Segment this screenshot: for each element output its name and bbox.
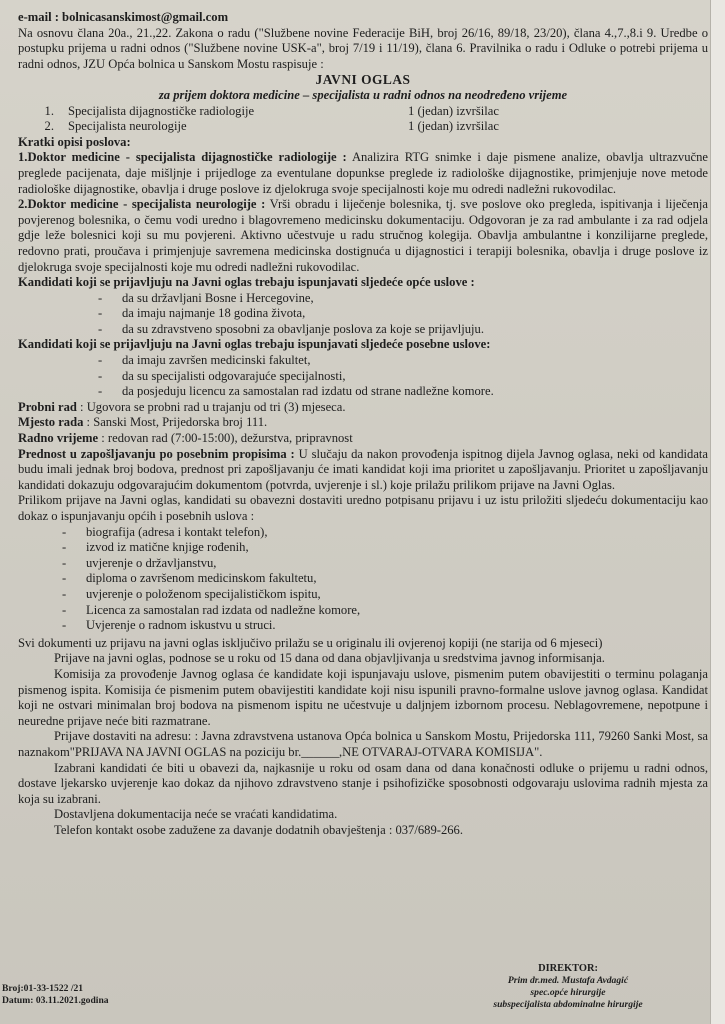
contact-phone-line: Telefon kontakt osobe zadužene za davanje dodatnih obavještenja : 037/689-266. — [54, 822, 463, 837]
documents-intro: Prilikom prijave na Javni oglas, kandidati su obavezni dostaviti uredno potpisanu prijavu i uz istu priložiti sljedeću dokumentaciju kao dokaz o ispunjavanju općih i posebnih uslova : — [18, 493, 708, 523]
list-item: - uvjerenje o položenom specijalističkom ispitu, — [18, 587, 708, 603]
probation-line — [18, 400, 708, 416]
selected-candidates-paragraph: Izabrani kandidati će biti u obavezi da, najkasnije u roku od osam dana od dana konačnosti odluke o prijemu u radni odnos, dostave ljekarsko uvjerenje kao dokaz da njihovo zdravstveno stanje i psihofizičke sposobnosti odgovaraju uslovima radnih mjesta za koja su izabrani. — [18, 760, 708, 806]
list-item: - Licenca za samostalan rad izdata od nadležne komore, — [18, 603, 708, 619]
probation-label: Probni rad — [18, 399, 77, 414]
workplace-line — [18, 415, 708, 431]
position-count: 1 (jedan) izvršilac — [408, 103, 499, 118]
document-reference — [2, 983, 109, 1007]
adjacent-page-edge — [710, 0, 725, 1024]
director-signature-block — [468, 963, 668, 1011]
radiology-description-heading: 1.Doktor medicine - specijalista dijagnostičke radiologije : — [18, 150, 347, 165]
job-announcement — [18, 10, 708, 838]
position-item — [18, 104, 708, 120]
list-item: - da imaju najmanje 18 godina života, — [18, 306, 708, 322]
reference-date: Datum: 03.11.2021.godina — [2, 995, 109, 1006]
position-number: 2. — [44, 119, 54, 134]
working-hours-label: Radno vrijeme — [18, 431, 99, 446]
job-descriptions-heading: Kratki opisi poslova: — [18, 134, 131, 149]
list-item: - da su državljani Bosne i Hercegovine, — [18, 291, 708, 307]
list-item: - uvjerenje o državljanstvu, — [18, 556, 708, 572]
position-name: Specijalista dijagnostičke radiologije — [68, 103, 255, 118]
priority-label: Prednost u zapošljavanju po posebnim propisima : — [18, 446, 295, 461]
deadline-paragraph: Prijave na javni oglas, podnose se u roku od 15 dana od dana objavljivanja u sredstvima javnog informisanja. — [54, 651, 605, 666]
working-hours-text: : redovan rad (7:00-15:00), dežurstva, pripravnost — [98, 431, 353, 446]
general-conditions-list — [18, 291, 708, 338]
workplace-text: : Sanski Most, Prijedorska broj 111. — [83, 415, 268, 430]
neurology-description — [18, 197, 708, 275]
director-subtitle: subspecijalista abdominalne hirurgije — [493, 999, 643, 1010]
reference-number: Broj:01-33-1522 /21 — [2, 983, 84, 994]
priority-text: U slučaju da nakon provođenja ispitnog dijela Javnog oglasa, neki od kandidata budu imali jednak broj bodova, prednost pri zapošljavanju će imati kandidat koji ima prioritet u zapošljavanju. Prioritet u zapošljavanju kandidati dokazuju odgovarajućim dokumentom (potvrda, uvjerenje i sl.) koje prilažu prilikom prijave na Javni Oglas. — [18, 446, 708, 492]
list-item: - diploma o završenom medicinskom fakultetu, — [18, 571, 708, 587]
position-name: Specijalista neurologije — [68, 119, 187, 134]
legal-basis-paragraph: Na osnovu člana 20a., 21.,22. Zakona o radu ("Službene novine Federacije BiH, broj 26/16, 89/18, 23/20), člana 4.,7.,8.i 9. Uredbe o postupku prijema u radni odnos ("Službene novine USK-a", broj 7/19 i 11/19), člana 6. Pravilnika o radu i Odluke o potrebi prijema u radni odnos, JZU Opća bolnica u Sanskom Mostu raspisuje : — [18, 25, 708, 71]
list-item: - da posjeduju licencu za samostalan rad izdatu od strane nadležne komore. — [18, 384, 708, 400]
neurology-description-heading: 2.Doktor medicine - specijalista neurologije : — [18, 197, 266, 212]
radiology-description — [18, 150, 708, 197]
announcement-subtitle: za prijem doktora medicine – specijalista u radni odnos na neodređeno vrijeme — [158, 87, 568, 102]
list-item: - Uvjerenje o radnom iskustvu u struci. — [18, 618, 708, 634]
position-number: 1. — [44, 103, 54, 118]
contact-email: e-mail : bolnicasanskimost@gmail.com — [18, 10, 229, 24]
director-title: spec.opće hirurgije — [530, 987, 606, 998]
documents-originals-note: Svi dokumenti uz prijavu na javni oglas isključivo prilažu se u originalu ili ovjerenoj kopiji (ne starija od 6 mjeseci) — [18, 635, 603, 650]
documents-not-returned: Dostavljena dokumentacija neće se vraćati kandidatima. — [54, 807, 338, 822]
workplace-label: Mjesto rada — [18, 415, 84, 430]
commission-paragraph: Komisija za provođenje Javnog oglasa će kandidate koji ispunjavaju uslove, pismenim putem obavijestiti o terminu polaganja pismenog ispita. Komisija će pismenim putem obavijestiti kandidate koji nisu ispunili pravno-formalne uslove javnog oglasa. Kandidat koji ne ostvari minimalan broj bodova na pismenom ispitu ne učestvuje u daljnjem izbornom procesu. Neblagovremene, nepotpune i neuredne prijave neće biti razmatrane. — [18, 666, 708, 728]
radiology-description-text: Analizira RTG snimke i daje pismene analize, obavlja ultrazvučne preglede pacijenata, daje mišljnje i prijedloge za eventulane dopunkse preglede iz radiološke dijagnostike, primjenjuje nove metode radiološke dijagnostike, obavlja i druge poslove iz djelokruga svoje specijalnosti koje mu odredi nadležni rukovodilac. — [18, 150, 708, 196]
positions-list — [18, 104, 708, 135]
director-name: Prim dr.med. Mustafa Avdagić — [507, 975, 629, 986]
list-item: - biografija (adresa i kontakt telefon), — [18, 525, 708, 541]
director-label: DIREKTOR: — [538, 963, 598, 974]
probation-text: : Ugovora se probni rad u trajanju od tri (3) mjeseca. — [76, 399, 346, 414]
delivery-address-paragraph: Prijave dostaviti na adresu: : Javna zdravstvena ustanova Opća bolnica u Sanskom Mostu, Prijedorska 111, 79260 Sanki Most, sa naznakom"PRIJAVA NA JAVNI OGLAS na poziciju br.______,NE OTVARAJ-OTVARA KOMISIJA". — [18, 729, 708, 759]
list-item: - izvod iz matične knjige rođenih, — [18, 540, 708, 556]
position-count: 1 (jedan) izvršilac — [408, 119, 499, 134]
required-documents-list — [18, 525, 708, 634]
position-item — [18, 119, 708, 135]
working-hours-line — [18, 431, 708, 447]
list-item: - da su zdravstveno sposobni za obavljanje poslova za koje se prijavljuju. — [18, 322, 708, 338]
general-conditions-heading: Kandidati koji se prijavljuju na Javni oglas trebaju ispunjavati sljedeće opće uslove : — [18, 275, 475, 290]
neurology-description-text: Vrši obradu i liječenje bolesnika, tj. sve poslove oko pregleda, ispitivanja i liječenja povjerenog bolesnika, o čemu vodi uredno i blagovremeno medicinsku dokumentaciju. Odgovoran je za rad ambulante i za rad odjela gdje leže bolesnici koji su mu povjereni. Aktivno učestvuje u radu stručnog kolegija. Obavlja ambulantne i konzilijarne preglede, redovno prati, proučava i primjenjuje savremena medicinska dostignuća u dijagnostici i terapiji bolesnika, obavlja i druge poslove iz djelokruga svoje specijalnosti koje mu odredi nadležni rukovodilac. — [18, 197, 708, 274]
special-conditions-list — [18, 353, 708, 400]
priority-paragraph — [18, 447, 708, 494]
announcement-title: JAVNI OGLAS — [315, 72, 411, 88]
special-conditions-heading: Kandidati koji se prijavljuju na Javni oglas trebaju ispunjavati sljedeće posebne uslove: — [18, 337, 491, 352]
list-item: - da su specijalisti odgovarajuće specijalnosti, — [18, 369, 708, 385]
list-item: - da imaju završen medicinski fakultet, — [18, 353, 708, 369]
